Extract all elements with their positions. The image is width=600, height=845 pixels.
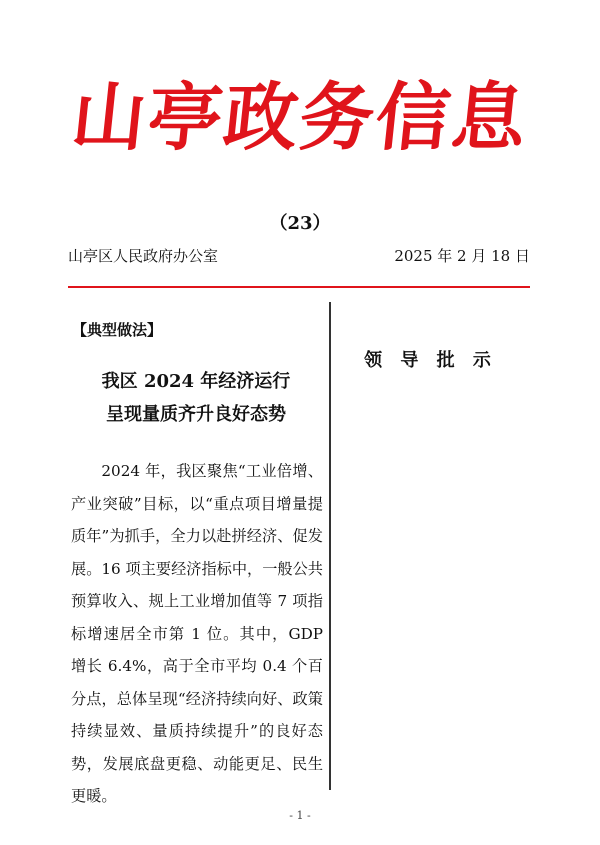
masthead-title: 山亭政务信息	[67, 75, 533, 161]
header-divider	[68, 286, 530, 288]
article-headline-line2: 呈现量质齐升良好态势	[106, 404, 286, 425]
issue-date: 2025 年 2 月 18 日	[394, 247, 530, 265]
column-divider	[329, 302, 331, 790]
issue-number: （23）	[269, 213, 331, 234]
article-body	[71, 455, 323, 813]
article-headline-line1: 我区 2024 年经济运行	[101, 371, 291, 392]
leader-instructions-heading: 领 导 批 示	[364, 350, 497, 371]
page-number: - 1 -	[289, 809, 311, 822]
article-paragraph: 2024 年，我区聚焦“工业倍增、产业突破”目标，以“重点项目增量提质年”为抓手，全力以赴拼经济、促发展。16 项主要经济指标中，一般公共预算收入、规上工业增加值等 7 项指标增速居全市第 1 位。其中，GDP 增长 6.4%，高于全市平均 0.4 个百分点，总体呈现“经济持续向好、政策持续显效、量质持续提升”的良好态势，发展底盘更稳、动能更足、民生更暖。	[71, 462, 323, 805]
issuing-office: 山亭区人民政府办公室	[68, 247, 219, 265]
section-tag: 【典型做法】	[72, 321, 163, 339]
